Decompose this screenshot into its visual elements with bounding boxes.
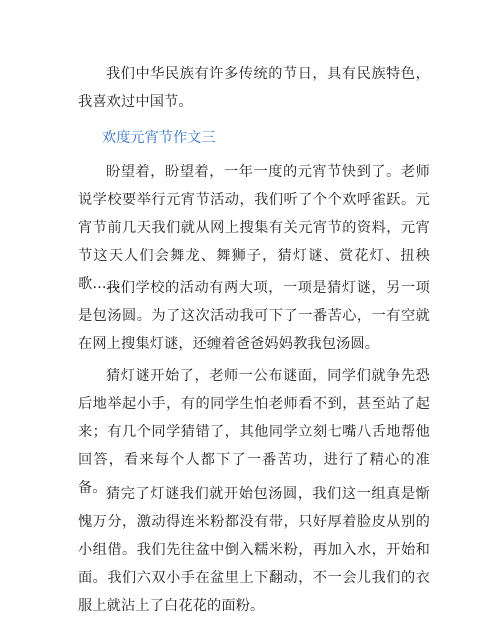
body-paragraph-1: 盼望着，盼望着，一年一度的元宵节快到了。老师说学校要举行元宵节活动，我们听了个个欢呼雀跃。元宵节前几天我们就从网上搜集有关元宵节的资料，元宵节这天人们会舞龙、舞狮子，猜灯谜、赏花灯、扭秧歌…… [78,164,430,292]
body-paragraph-3: 猜灯谜开始了，老师一公布谜面，同学们就争先恐后地举起小手，有的同学生怕老师看不到，甚至站了起来；有几个同学猜错了，其他同学立刻七嘴八舌地帮他回答，看来每个人都下了一番苦功，进行了精心的准备。 [78,368,430,496]
body-paragraph-4: 猜完了灯谜我们就开始包汤圆，我们这一组真是惭愧万分，激动得连米粉都没有带，只好厚着脸皮从别的小组借。我们先往盆中倒入糯米粉，再加入水，开始和面。我们六双小手在盆里上下翻动，不一会儿我们的衣服上就沾上了白花花的面粉。 [78,486,430,614]
section-heading: 欢度元宵节作文三 [102,130,216,146]
body-paragraph-2: 我们学校的活动有两大项，一项是猜灯谜，另一项是包汤圆。为了这次活动我可下了一番苦心，一有空就在网上搜集灯谜，还缠着爸爸妈妈教我包汤圆。 [78,280,430,352]
intro-paragraph: 我们中华民族有许多传统的节日，具有民族特色，我喜欢过中国节。 [78,66,430,110]
